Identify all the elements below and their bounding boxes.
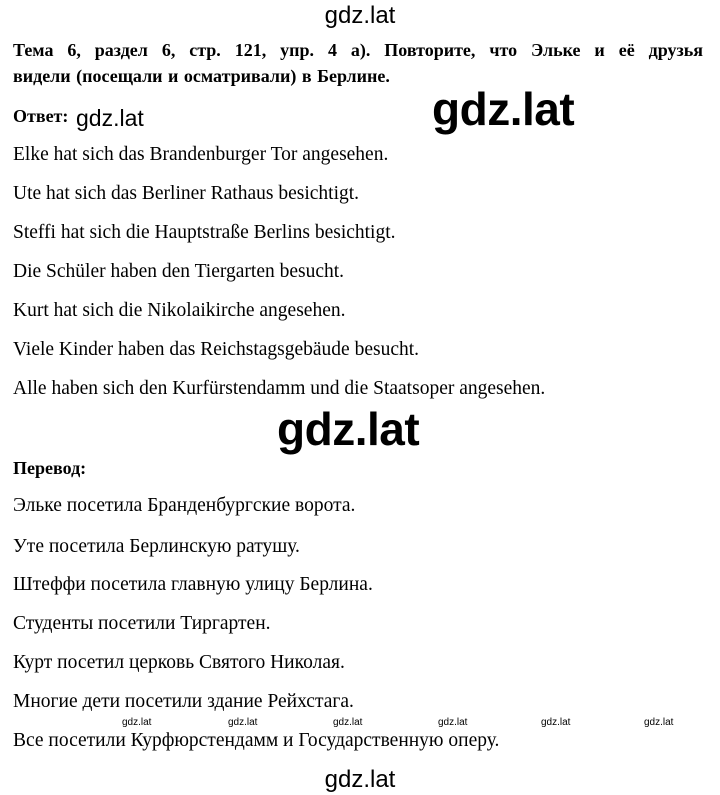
watermark-small: gdz.lat: [438, 717, 468, 728]
translation-line: Все посетили Курфюрстендамм и Государственную оперу.: [13, 730, 500, 751]
watermark-small: gdz.lat: [541, 717, 571, 728]
translation-line: Уте посетила Берлинскую ратушу.: [13, 536, 300, 557]
answer-line: Alle haben sich den Kurfürstendamm und die Staatsoper angesehen.: [13, 378, 546, 399]
translation-line: Студенты посетили Тиргартен.: [13, 613, 271, 634]
answer-line: Steffi hat sich die Hauptstraße Berlins besichtigt.: [13, 222, 396, 243]
watermark-small: gdz.lat: [644, 717, 674, 728]
task-heading-line-2: видели (посещали и осматривали) в Берлине.: [13, 66, 390, 86]
answer-line: Die Schüler haben den Tiergarten besucht.: [13, 261, 345, 282]
watermark-bottom: gdz.lat: [324, 766, 396, 793]
watermark-small: gdz.lat: [228, 717, 258, 728]
answer-label: Ответ:: [13, 106, 69, 126]
task-heading: [13, 37, 703, 89]
translation-line: Курт посетил церковь Святого Николая.: [13, 652, 345, 673]
watermark-small: gdz.lat: [122, 717, 152, 728]
watermark-large: gdz.lat: [277, 403, 420, 455]
answer-line: Viele Kinder haben das Reichstagsgebäude besucht.: [13, 339, 420, 360]
watermark-large: gdz.lat: [432, 83, 575, 135]
translation-line: Многие дети посетили здание Рейхстага.: [13, 691, 354, 712]
answer-line: Kurt hat sich die Nikolaikirche angesehen.: [13, 300, 346, 321]
watermark-top: gdz.lat: [324, 2, 396, 29]
task-heading-line-1: Тема 6, раздел 6, стр. 121, упр. 4 а). Повторите, что Эльке и её друзья: [13, 40, 703, 60]
answer-line: Elke hat sich das Brandenburger Tor angesehen.: [13, 144, 389, 165]
watermark-small: gdz.lat: [333, 717, 363, 728]
translation-line: Эльке посетила Бранденбургские ворота.: [13, 495, 356, 516]
translation-label: Перевод:: [13, 458, 87, 478]
watermark-inline: gdz.lat: [76, 105, 144, 131]
answer-line: Ute hat sich das Berliner Rathaus besichtigt.: [13, 183, 360, 204]
translation-line: Штеффи посетила главную улицу Берлина.: [13, 574, 373, 595]
